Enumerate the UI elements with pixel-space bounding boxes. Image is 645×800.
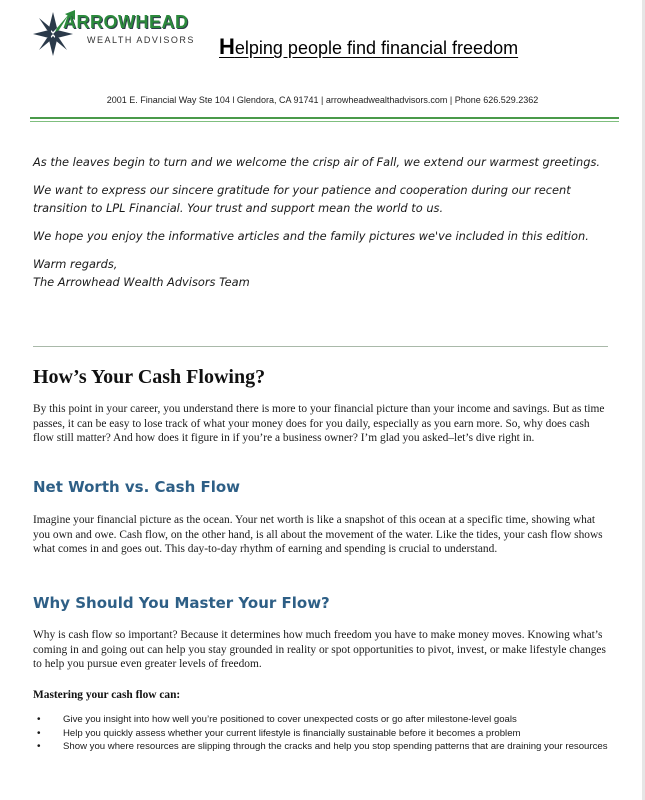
page-tagline (219, 34, 518, 60)
section-body: Why is cash flow so important? Because it determines how much freedom you have to make money moves. Knowing what’s coming in and going out can help you stay grounded in reality or spot opportunities to pivot, invest, or make lifestyle changes to help you pursue even greater levels of freedom. (33, 629, 606, 670)
header-divider-thin (30, 121, 619, 122)
logo-wordmark: ARROWHEAD (63, 12, 189, 32)
tagline-text: elping people find financial freedom (234, 38, 519, 58)
header-divider (30, 117, 619, 119)
logo-subtitle: WEALTH ADVISORS (87, 35, 195, 45)
section-body: Imagine your financial picture as the ocean. Your net worth is like a snapshot of this ocean at a specific time, showing what you own and owe. Cash flow, on the other hand, is all about the movement of the water. Like the tides, your cash flow shows what comes in and goes out. This day-to-day rhythm of earning and spending is crucial to understand. (33, 514, 603, 555)
list-item: • Give you insight into how well you’re positioned to cover unexpected costs or go after milestone-level goals (33, 714, 613, 727)
greeting-paragraph: We want to express our sincere gratitude for your patience and cooperation during our recent transition to LPL Financial. Your trust and support mean the world to us. (33, 183, 571, 215)
list-item: • Help you quickly assess whether your current lifestyle is financially sustainable before it becomes a problem (33, 728, 613, 741)
section-heading: Why Should You Master Your Flow? (33, 594, 330, 612)
section-divider (33, 346, 608, 347)
article-intro: By this point in your career, you understand there is more to your financial picture than your income and savings. But as time passes, it can be easy to lose track of what your money does for you daily, especially as you earn more. So, why does cash flow still matter? And how does it figure in if you’re a business owner? I’m glad you asked–let’s dive right in. (33, 403, 605, 444)
greeting-block (33, 153, 603, 291)
section-heading: Net Worth vs. Cash Flow (33, 478, 241, 496)
list-item: • Show you where resources are slipping through the cracks and help you stop spending patterns that are draining your resources (33, 741, 613, 754)
contact-line: 2001 E. Financial Way Ste 104 l Glendora, CA 91741 | arrowheadwealthadvisors.com | Phone 626.529.2362 (106, 95, 539, 105)
list-heading: Mastering your cash flow can: (33, 689, 181, 701)
greeting-paragraph: We hope you enjoy the informative articles and the family pictures we've included in this edition. (33, 229, 589, 243)
greeting-signature: The Arrowhead Wealth Advisors Team (33, 275, 250, 289)
greeting-paragraph: As the leaves begin to turn and we welcome the crisp air of Fall, we extend our warmest greetings. (33, 155, 601, 169)
greeting-closing: Warm regards, (33, 257, 118, 271)
article-title: How’s Your Cash Flowing? (33, 366, 266, 388)
benefits-list (33, 714, 613, 755)
tagline-initial: H (219, 34, 235, 59)
company-logo (31, 6, 221, 64)
